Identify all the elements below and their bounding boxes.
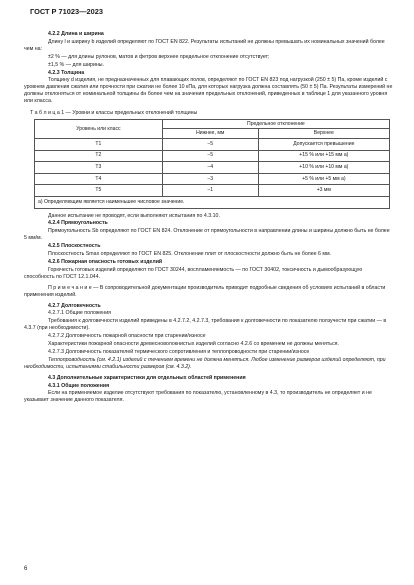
after-table-text: Данное испытание не проводят, если выполняют испытания по 4.3.10. <box>48 212 220 219</box>
section-4-2-7-3-text: Теплопроводность (см. 4.2.1) изделий с течением времени не должна меняться. Любое изменение размеров изделий определяют, при необходимости, испытаниями стабильности размеров (см. 4.3.2). <box>24 356 386 370</box>
table-cell-upper: +15 % или +15 мм a) <box>258 150 389 162</box>
table-cell-upper: +10 % или +10 мм a) <box>258 162 389 174</box>
section-4-2-6-note: П р и м е ч а н и е — В сопроводительной документации производитель приводит подробные сведения об условиях испытаний в области применения изделий. <box>24 284 386 298</box>
document-header: ГОСТ Р 71023—2023 <box>30 7 103 16</box>
section-4-2-2-item-width: ±1,5 % — для ширины. <box>48 61 105 68</box>
section-4-2-3-text: Толщину d изделия, не предназначенных для плавающих полов, определяют по ГОСТ EN 823 под нагрузкой (250 ± 5) Па, кроме изделий с уровнем давления сжатия или прочности при сжатии не более 10 кПа, для которых нагрузка должна составлять (50 ± 5) Па. Результаты измерений не должны отклоняться от номинальной толщины dн более чем на значения предельных отклонений, приведенных в таблице 1 для указанного уровня или класса. <box>24 77 393 105</box>
section-4-2-7-2-text: Характеристики пожарной опасности древесноволокнистых изделий согласно 4.2.6 со временем не должны меняться. <box>48 341 339 348</box>
section-4-2-7-title: 4.2.7 Долговечность <box>48 302 101 309</box>
table-1 <box>34 119 390 209</box>
section-4-2-5-title: 4.2.5 Плоскостность <box>48 243 101 250</box>
table-header-upper: Верхнее <box>258 129 389 139</box>
section-4-2-7-1-text: Требования к долговечности изделий приведены в 4.2.7.2, 4.2.7.3, требования к долговечности по показателю ползучести при сжатии — в 4.3.7 (при необходимости). <box>24 318 387 332</box>
table-cell-lower: −4 <box>162 162 258 174</box>
section-4-2-2-text: Длину l и ширину b изделий определяют по ГОСТ EN 822. Результаты испытаний не должны превышать их номинальных значений более чем на: <box>24 38 385 52</box>
section-4-2-7-1-title: 4.2.7.1 Общие положения <box>48 310 111 317</box>
table-row <box>35 162 390 174</box>
section-4-2-3-title: 4.2.3 Толщина <box>48 69 85 76</box>
section-4-2-6-title: 4.2.6 Пожарная опасность готовых изделий <box>48 258 163 265</box>
table-cell-level: T3 <box>35 162 163 174</box>
table-header-group: Предельное отклонение <box>162 119 389 129</box>
table-cell-level: T4 <box>35 173 163 185</box>
table-row <box>35 150 390 162</box>
section-4-2-4-text: Прямоугольность Sb определяют по ГОСТ EN 824. Отклонение от прямоугольности в направлении длины и ширины должно быть не более 5 мм/м. <box>24 228 390 242</box>
table-header-level: Уровень или класс <box>35 119 163 138</box>
section-4-3-title: 4.3 Дополнительные характеристики для отдельных областей применения <box>48 374 246 381</box>
section-4-3-1-title: 4.3.1 Общие положения <box>48 382 110 389</box>
section-4-2-2-item-length: ±2 % — для длины рулонов, матов и фетров верхнее предельное отклонение отсутствует; <box>48 53 270 60</box>
table-cell-lower: −5 <box>162 150 258 162</box>
table-cell-lower: −3 <box>162 173 258 185</box>
table-cell-lower: −5 <box>162 138 258 150</box>
section-4-2-4-title: 4.2.4 Прямоугольность <box>48 220 108 227</box>
table-footnote: a) Определяющим является наименьшее числовое значение. <box>35 196 390 208</box>
table-cell-level: T2 <box>35 150 163 162</box>
section-4-2-7-3-title: 4.2.7.3 Долговечность показателей термического сопротивления и теплопроводности при старении/износе <box>48 348 310 355</box>
section-4-2-7-2-title: 4.2.7.2 Долговечность пожарной опасности при старении/износе <box>48 333 206 340</box>
table-cell-level: T1 <box>35 138 163 150</box>
table-cell-upper: +5 % или +5 мм a) <box>258 173 389 185</box>
table-cell-upper: Допускается превышение <box>258 138 389 150</box>
table-header-lower: Нижнее, мм <box>162 129 258 139</box>
table-cell-upper: +3 мм <box>258 185 389 197</box>
section-4-2-2-title: 4.2.2 Длина и ширина <box>48 31 104 37</box>
table-cell-level: T5 <box>35 185 163 197</box>
table-row <box>35 185 390 197</box>
section-4-2-6-text: Горючесть готовых изделий определяют по ГОСТ 30244, воспламеняемость — по ГОСТ 30402, токсичность и дымообразующую способность по ГОСТ 12.1.044. <box>24 266 363 280</box>
section-4-2-5-text: Плоскостность Smax определяют по ГОСТ EN 825. Отклонение плит от плоскостности должно быть не более 6 мм. <box>48 251 332 258</box>
section-4-3-1-text: Если на применяемое изделие отсутствуют требования по показателю, установленному в 4.3, то производитель не определяет и не указывает значение данного показателя. <box>24 390 372 404</box>
table-row <box>35 173 390 185</box>
page-number: 6 <box>24 566 28 572</box>
table-cell-lower: −1 <box>162 185 258 197</box>
table-row <box>35 138 390 150</box>
document-body <box>24 31 394 404</box>
table-1-caption: Т а б л и ц а 1 — Уровни и классы предельных отклонений толщины <box>30 110 198 117</box>
